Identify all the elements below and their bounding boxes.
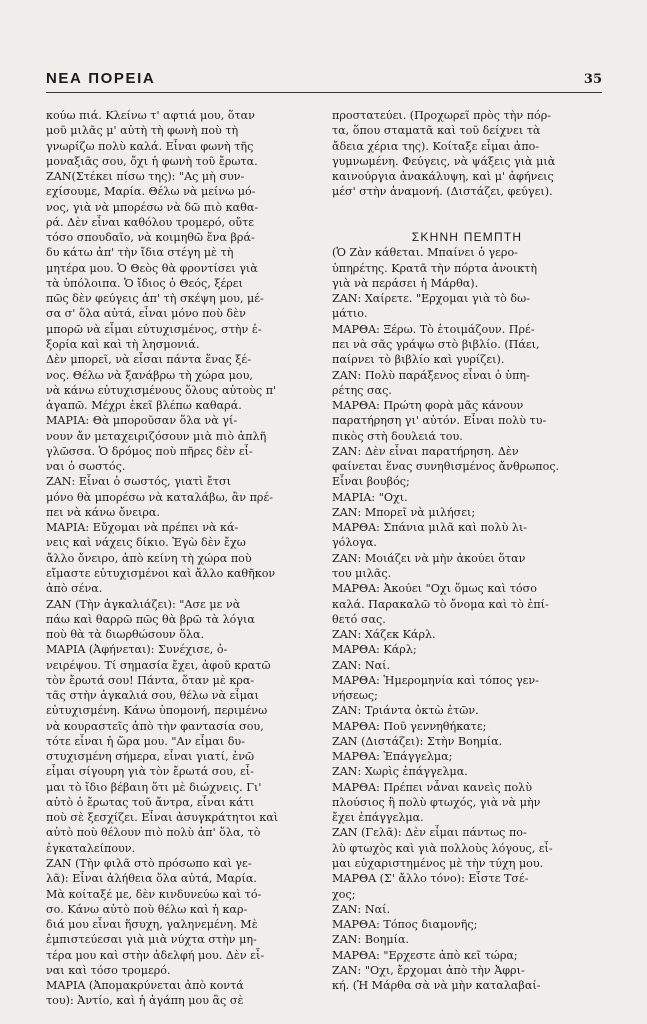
- text-line: ΖΑΝ: Δὲν εἶναι παρατήρηση. Δὲν: [332, 444, 519, 458]
- text-line: ἀγαπῶ. Μέχρι ἐκεῖ βλέπω καθαρά.: [46, 399, 242, 413]
- text-line: ἄλλο ὄνειρο, ἀπὸ κείνη τὴ χώρα ποὺ: [46, 551, 252, 565]
- text-line: νειρέψου. Τί σημασία ἔχει, ἀφοῦ κρατῶ: [46, 658, 271, 672]
- text-line: ἐμπιστεύεσαι γιὰ μιὰ νύχτα στὴν μη-: [46, 933, 257, 947]
- text-line: φαίνεται ἕνας συνηθισμένος ἄνθρωπος.: [332, 460, 560, 474]
- spacer: [332, 215, 602, 230]
- text-line: ΜΑΡΙΑ (Ἀφήνεται): Συνέχισε, ὀ-: [46, 643, 228, 657]
- text-line: ΜΑΡΘΑ: Ἐπάγγελμα;: [332, 750, 453, 764]
- text-line: ΖΑΝ: Μπορεῖ νὰ μιλήσει;: [332, 505, 476, 519]
- text-line: τα, ὅπου σταματᾶ καὶ τοῦ δείχνει τὰ: [332, 124, 541, 138]
- text-line: γνωρίζω πολὺ καλά. Εἶναι φωνὴ τῆς: [46, 139, 254, 153]
- text-line: ΜΑΡΘΑ: Τόπος διαμονῆς;: [332, 918, 478, 932]
- text-line: πει νὰ κάνω ὄνειρα.: [46, 505, 160, 519]
- text-line: σο. Κάνω αὐτὸ ποὺ θέλω καὶ ἡ καρ-: [46, 902, 248, 916]
- text-line: ΜΑΡΙΑ: "Οχι.: [332, 490, 408, 504]
- text-line: ἀπὸ σένα.: [46, 582, 103, 596]
- text-line: γιὰ νὰ περάσει ἡ Μάρθα).: [332, 276, 479, 290]
- running-title: ΝΕΑ ΠΟΡΕΙΑ: [46, 70, 156, 87]
- text-line: πικὸς στὴ δουλειά του.: [332, 429, 463, 443]
- text-line: ΖΑΝ (Διστάζει): Στὴν Βοημία.: [332, 734, 503, 748]
- text-line: τὸν ἔρωτά σου! Πάντα, ὅταν μὲ κρα-: [46, 673, 255, 687]
- text-line: μπορῶ νὰ εἶμαι εὐτυχισμένος, στὴν ἐ-: [46, 322, 262, 336]
- text-line: στυχισμένη σήμερα, εἶναι γιατί, ἐνῶ: [46, 750, 255, 764]
- right-column-bottom: [332, 245, 602, 993]
- text-line: ἐγκαταλείπουν.: [46, 841, 136, 855]
- text-line: ΖΑΝ(Στέκει πίσω της): "Ας μὴ συν-: [46, 170, 245, 184]
- text-line: αὐτὸ ποὺ θέλουν πιὸ πολὺ ἀπ' ὅλα, τὸ: [46, 826, 261, 840]
- text-line: ΜΑΡΘΑ: Σπάνια μιλᾶ καὶ πολὺ λι-: [332, 521, 528, 535]
- text-line: ΖΑΝ: Βοημία.: [332, 933, 410, 947]
- text-line: ναι καὶ τόσο τρομερό.: [46, 963, 171, 977]
- text-line: τέρα μου καὶ στὴν ἀδελφή μου. Δὲν εἶ-: [46, 948, 265, 962]
- text-line: ΜΑΡΘΑ: Πρέπει νἆναι κανεὶς πολὺ: [332, 780, 533, 794]
- text-line: Εἶναι βουβός;: [332, 475, 410, 489]
- text-line: του μιλᾶς.: [332, 566, 392, 580]
- left-column: [46, 108, 316, 1009]
- text-line: πῶς δὲν φεύγεις ἀπ' τὴ σκέψη μου, μέ-: [46, 292, 264, 306]
- text-line: νεις καὶ νάχεις δίκιο. Ἐγὼ δὲν ἔχω: [46, 536, 246, 550]
- text-line: εὐτυχισμένη. Κάνω ὑπομονή, περιμένω: [46, 704, 268, 718]
- text-line: μαι τὸ ἴδιο βέβαιη ὅτι μὲ διώχνεις. Γι': [46, 780, 262, 794]
- text-line: σα σ' ὅλα αὐτά, εἶναι μόνο ποὺ δὲν: [46, 307, 246, 321]
- text-line: ΜΑΡΘΑ: Ἡμερομηνία καὶ τόπος γεν-: [332, 673, 539, 687]
- text-line: νήσεως;: [332, 689, 378, 703]
- text-line: ὑπηρέτης. Κρατᾶ τὴν πόρτα ἀνοικτὴ: [332, 261, 538, 275]
- right-column: [332, 108, 602, 993]
- text-line: νος. Θέλω νὰ ξανάβρω τὴ χώρα μου,: [46, 368, 253, 382]
- text-line: τὰ ὑπόλοιπα. Ὁ ἴδιος ὁ Θεός, ξέρει: [46, 276, 243, 290]
- text-line: ἄδεια χέρια της). Κοίταξε εἶμαι ἀπο-: [332, 139, 540, 153]
- text-line: νος, γιὰ νὰ μπορέσω νὰ δῶ πιὸ καθα-: [46, 200, 259, 214]
- text-line: μοῦ μιλᾶς μ' αὐτὴ τὴ φωνὴ ποὺ τὴ: [46, 124, 239, 138]
- text-line: νὰ κάνω εὐτυχισμένους ὅλους αὐτοὺς π': [46, 383, 277, 397]
- text-line: ΖΑΝ: Χάζεκ Κάρλ.: [332, 628, 436, 642]
- text-line: λὺ φτωχὸς καὶ γιὰ πολλοὺς λόγους, εἶ-: [332, 841, 553, 855]
- text-line: γυμνωμένη. Φεύγεις, νὰ ψάξεις γιὰ μιὰ: [332, 154, 556, 168]
- scene-title: ΣΚΗΝΗ ΠΕΜΠΤΗ: [411, 230, 523, 245]
- text-line: παίρνει τὸ βιβλίο καὶ γυρίζει).: [332, 353, 505, 367]
- right-column-top: [332, 108, 602, 200]
- text-line: ρά. Δὲν εἶναι καθόλου τρομερό, οὔτε: [46, 215, 255, 229]
- text-line: λᾶ): Εἶναι ἀλήθεια ὅλα αὐτά, Μαρία.: [46, 872, 257, 886]
- text-line: πει νὰ σᾶς γράψω στὸ βιβλίο. (Πάει,: [332, 337, 540, 351]
- text-line: νὰ κουραστεῖς ἀπὸ τὴν φαντασία σου,: [46, 719, 264, 733]
- text-line: ΜΑΡΘΑ: Ἀκούει "Οχι ὅμως καὶ τόσο: [332, 582, 537, 596]
- text-line: ΜΑΡΘΑ: Ποῦ γεννηθήκατε;: [332, 719, 487, 733]
- text-line: ΖΑΝ (Τὴν ἀγκαλιάζει): "Ασε με νὰ: [46, 597, 241, 611]
- text-line: ποὺ θὰ τὰ διωρθώσουν ὅλα.: [46, 628, 205, 642]
- text-line: ΖΑΝ: Χαίρετε. "Ερχομαι γιὰ τὸ δω-: [332, 292, 530, 306]
- text-line: ΖΑΝ (Γελᾶ): Δὲν εἶμαι πάντως πο-: [332, 826, 527, 840]
- text-line: ΜΑΡΙΑ (Ἀπομακρύνεται ἀπὸ κοντά: [46, 979, 244, 993]
- text-line: πάω καὶ θαρρῶ πῶς θὰ βρῶ τὰ λόγια: [46, 612, 255, 626]
- text-line: νουν ἄν μεταχειριζόσουν μιὰ πιὸ ἁπλῆ: [46, 429, 267, 443]
- text-line: του): Ἀντίο, καὶ ἡ ἀγάπη μου ἂς σὲ: [46, 994, 244, 1008]
- text-line: ΜΑΡΘΑ: Κάρλ;: [332, 643, 417, 657]
- text-line: ΖΑΝ (Τὴν φιλᾶ στὸ πρόσωπο καὶ γε-: [46, 857, 252, 871]
- text-line: μαι εὐχαριστημένος μὲ τὴν τύχη μου.: [332, 857, 544, 871]
- text-line: μοναξιᾶς σου, ὄχι ἡ φωνὴ τοῦ ἔρωτα.: [46, 154, 258, 168]
- text-line: πλούσιος ἢ πολὺ φτωχός, γιὰ νὰ μὴν: [332, 795, 541, 809]
- text-line: προστατεύει. (Προχωρεῖ πρὸς τὴν πόρ-: [332, 109, 552, 122]
- text-line: ποὺ σὲ ξεσχίζει. Εἶναι ἀσυγκράτητοι καὶ: [46, 811, 279, 825]
- header-rule: [46, 92, 602, 93]
- text-line: ἔχει ἐπάγγελμα.: [332, 811, 424, 825]
- text-line: μητέρα μου. Ὁ Θεὸς θὰ φροντίσει γιὰ: [46, 261, 258, 275]
- text-line: ρέτης σας.: [332, 383, 392, 397]
- page-header: [46, 70, 602, 92]
- text-line: ΜΑΡΘΑ (Σ' ἄλλο τόνο): Εἶστε Τσέ-: [332, 872, 529, 886]
- text-line: μάτιο.: [332, 307, 368, 321]
- text-line: αὐτὸ ὁ ἔρωτας τοῦ ἄντρα, εἶναι κάτι: [46, 795, 255, 809]
- text-line: Μὰ κοίταξέ με, δὲν κινδυνεύω καὶ τό-: [46, 887, 262, 901]
- text-line: τόσο σπουδαῖο, νὰ κοιμηθῶ ἕνα βρά-: [46, 231, 255, 245]
- text-line: τότε εἶναι ἡ ὥρα μου. "Αν εἶμαι δυ-: [46, 734, 245, 748]
- text-line: ΜΑΡΘΑ: "Ερχεστε ἀπὸ κεῖ τώρα;: [332, 948, 518, 962]
- text-line: κούω πιά. Κλείνω τ' αφτιά μου, ὅταν: [46, 109, 255, 122]
- text-line: ναι ὁ σωστός.: [46, 460, 126, 474]
- text-line: γλῶσσα. Ὁ δρόμος ποὺ πῆρες δὲν εἶ-: [46, 444, 253, 458]
- text-line: (Ὁ Ζὰν κάθεται. Μπαίνει ὁ γερο-: [332, 246, 518, 260]
- text-line: ΜΑΡΘΑ: Πρώτη φορὰ μᾶς κάνουν: [332, 399, 524, 413]
- text-line: εχίσουμε, Μαρία. Θέλω νὰ μείνω μό-: [46, 185, 256, 199]
- text-line: ΜΑΡΙΑ: Εὔχομαι νὰ πρέπει νὰ κά-: [46, 521, 239, 535]
- text-line: ΜΑΡΘΑ: Ξέρω. Τὸ ἑτοιμάζουν. Πρέ-: [332, 322, 535, 336]
- text-line: θετό σας.: [332, 612, 386, 626]
- page-number: 35: [583, 72, 602, 87]
- text-line: γόλογα.: [332, 536, 377, 550]
- text-line: ΜΑΡΙΑ: Θὰ μποροῦσαν ὅλα νὰ γί-: [46, 414, 238, 428]
- spacer: [332, 200, 602, 215]
- text-line: ΖΑΝ: "Οχι, ἔρχομαι ἀπὸ τὴν Ἀφρι-: [332, 963, 525, 977]
- text-line: εἶμαι σίγουρη γιὰ τὸν ἔρωτά σου, εἶ-: [46, 765, 254, 779]
- text-line: ΖΑΝ: Πολὺ παράξενος εἶναι ὁ ὑπη-: [332, 368, 530, 382]
- text-line: διά μου εἶναι ἥσυχη, γαληνεμένη. Μὲ: [46, 918, 258, 932]
- text-line: εἴμαστε εὐτυχισμένοι καὶ ἄλλο καθῆκον: [46, 566, 276, 580]
- text-line: ΖΑΝ: Ναί.: [332, 902, 391, 916]
- text-line: τᾶς στὴν ἀγκαλιά σου, θέλω νὰ εἶμαι: [46, 689, 259, 703]
- text-line: μόνο θὰ μπορέσω νὰ καταλάβω, ἂν πρέ-: [46, 490, 274, 504]
- text-line: ΖΑΝ: Χωρὶς ἐπάγγελμα.: [332, 765, 468, 779]
- text-line: καινούργια ἀνακάλυψη, καὶ μ' ἀφήνεις: [332, 170, 554, 184]
- text-line: μέσ' στὴν ἀναμονή. (Διστάζει, φεύγει).: [332, 185, 553, 199]
- text-line: ΖΑΝ: Τριάντα ὀκτὼ ἐτῶν.: [332, 704, 479, 718]
- text-line: ΖΑΝ: Ναί.: [332, 658, 391, 672]
- text-line: καλά. Παρακαλῶ τὸ ὄνομα καὶ τὸ ἐπί-: [332, 597, 549, 611]
- text-line: ξορία καὶ καὶ τὴ λησμονιά.: [46, 337, 200, 351]
- text-line: κή. (Ἡ Μάρθα σὰ νὰ μὴν καταλαβαί-: [332, 979, 541, 993]
- text-line: ΖΑΝ: Εἶναι ὁ σωστός, γιατὶ ἔτσι: [46, 475, 232, 489]
- text-line: παρατήρηση γι' αὐτόν. Εἶναι πολὺ τυ-: [332, 414, 547, 428]
- text-line: χος;: [332, 887, 356, 901]
- text-line: Δὲν μπορεῖ, νὰ εἶσαι πάντα ἕνας ξέ-: [46, 353, 251, 367]
- text-line: δυ κάτω ἀπ' τὴν ἴδια στέγη μὲ τὴ: [46, 246, 234, 260]
- text-line: ΖΑΝ: Μοιάζει νὰ μὴν ἀκούει ὅταν: [332, 551, 526, 565]
